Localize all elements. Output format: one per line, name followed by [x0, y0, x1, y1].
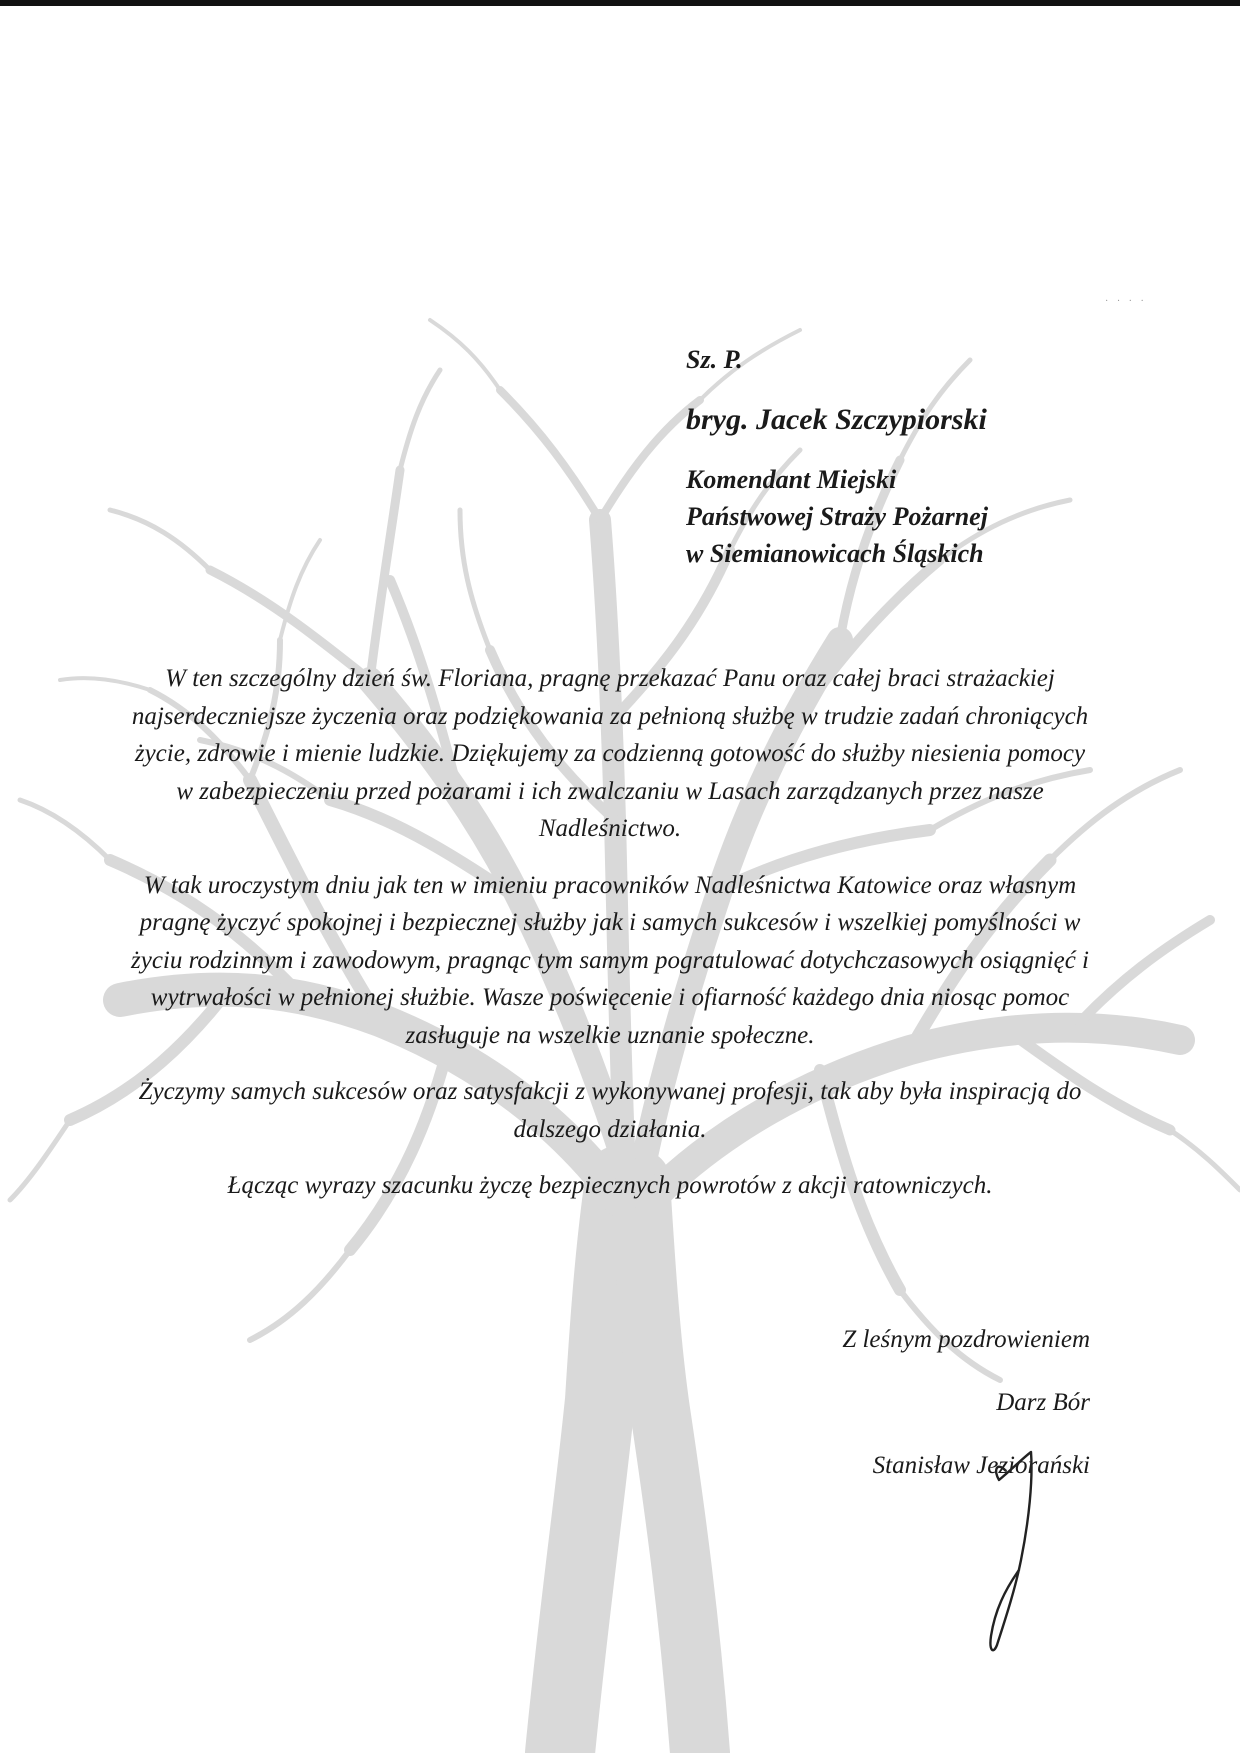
recipient-name: bryg. Jacek Szczypiorski	[686, 403, 987, 436]
addressee-block	[686, 345, 1206, 572]
closing-greeting: Z leśnym pozdrowieniem	[842, 1326, 1090, 1353]
salutation: Sz. P.	[686, 345, 743, 374]
body-paragraph-1: W ten szczególny dzień św. Floriana, pragnę przekazać Panu oraz całej braci strażackiej najserdeczniejsze życzenia oraz podziękowania za pełnioną służbę w trudzie zadań chroniących życie, zdrowie i mienie ludzkie. Dziękujemy za codzienną gotowość do służby niesienia pomocy w zabezpieczeniu przed pożarami i ich zwalczaniu w Lasach zarządzanych przez nasze Nadleśnictwo.	[131, 665, 1089, 842]
closing-motto: Darz Bór	[996, 1389, 1090, 1416]
scan-artifact: · · · ·	[1105, 296, 1147, 307]
recipient-title-line-1: Komendant Miejski	[686, 465, 897, 494]
recipient-title-line-3: w Siemianowicach Śląskich	[686, 539, 984, 568]
recipient-title-line-2: Państwowej Straży Pożarnej	[686, 502, 988, 531]
signatory-name: Stanisław Jeziorański	[872, 1452, 1090, 1479]
handwritten-signature	[975, 1440, 1055, 1660]
letter-body	[130, 660, 1090, 1224]
body-paragraph-2: W tak uroczystym dniu jak ten w imieniu pracowników Nadleśnictwa Katowice oraz własnym pragnę życzyć spokojnej i bezpiecznej służby jak i samych sukcesów i wszelkiej pomyślności w życiu rodzinnym i zawodowym, pragnąc tym samym pogratulować dotychczasowych osiągnięć i wytrwałości w pełnionej służbie. Wasze poświęcenie i ofiarność każdego dnia niosąc pomoc zasługuje na wszelkie uznanie społeczne.	[131, 871, 1089, 1049]
body-paragraph-4: Łącząc wyrazy szacunku życzę bezpiecznych powrotów z akcji ratowniczych.	[227, 1172, 993, 1199]
body-paragraph-3: Życzymy samych sukcesów oraz satysfakcji z wykonywanej profesji, tak aby była inspiracją do dalszego działania.	[138, 1078, 1082, 1143]
top-scan-border	[0, 0, 1240, 6]
